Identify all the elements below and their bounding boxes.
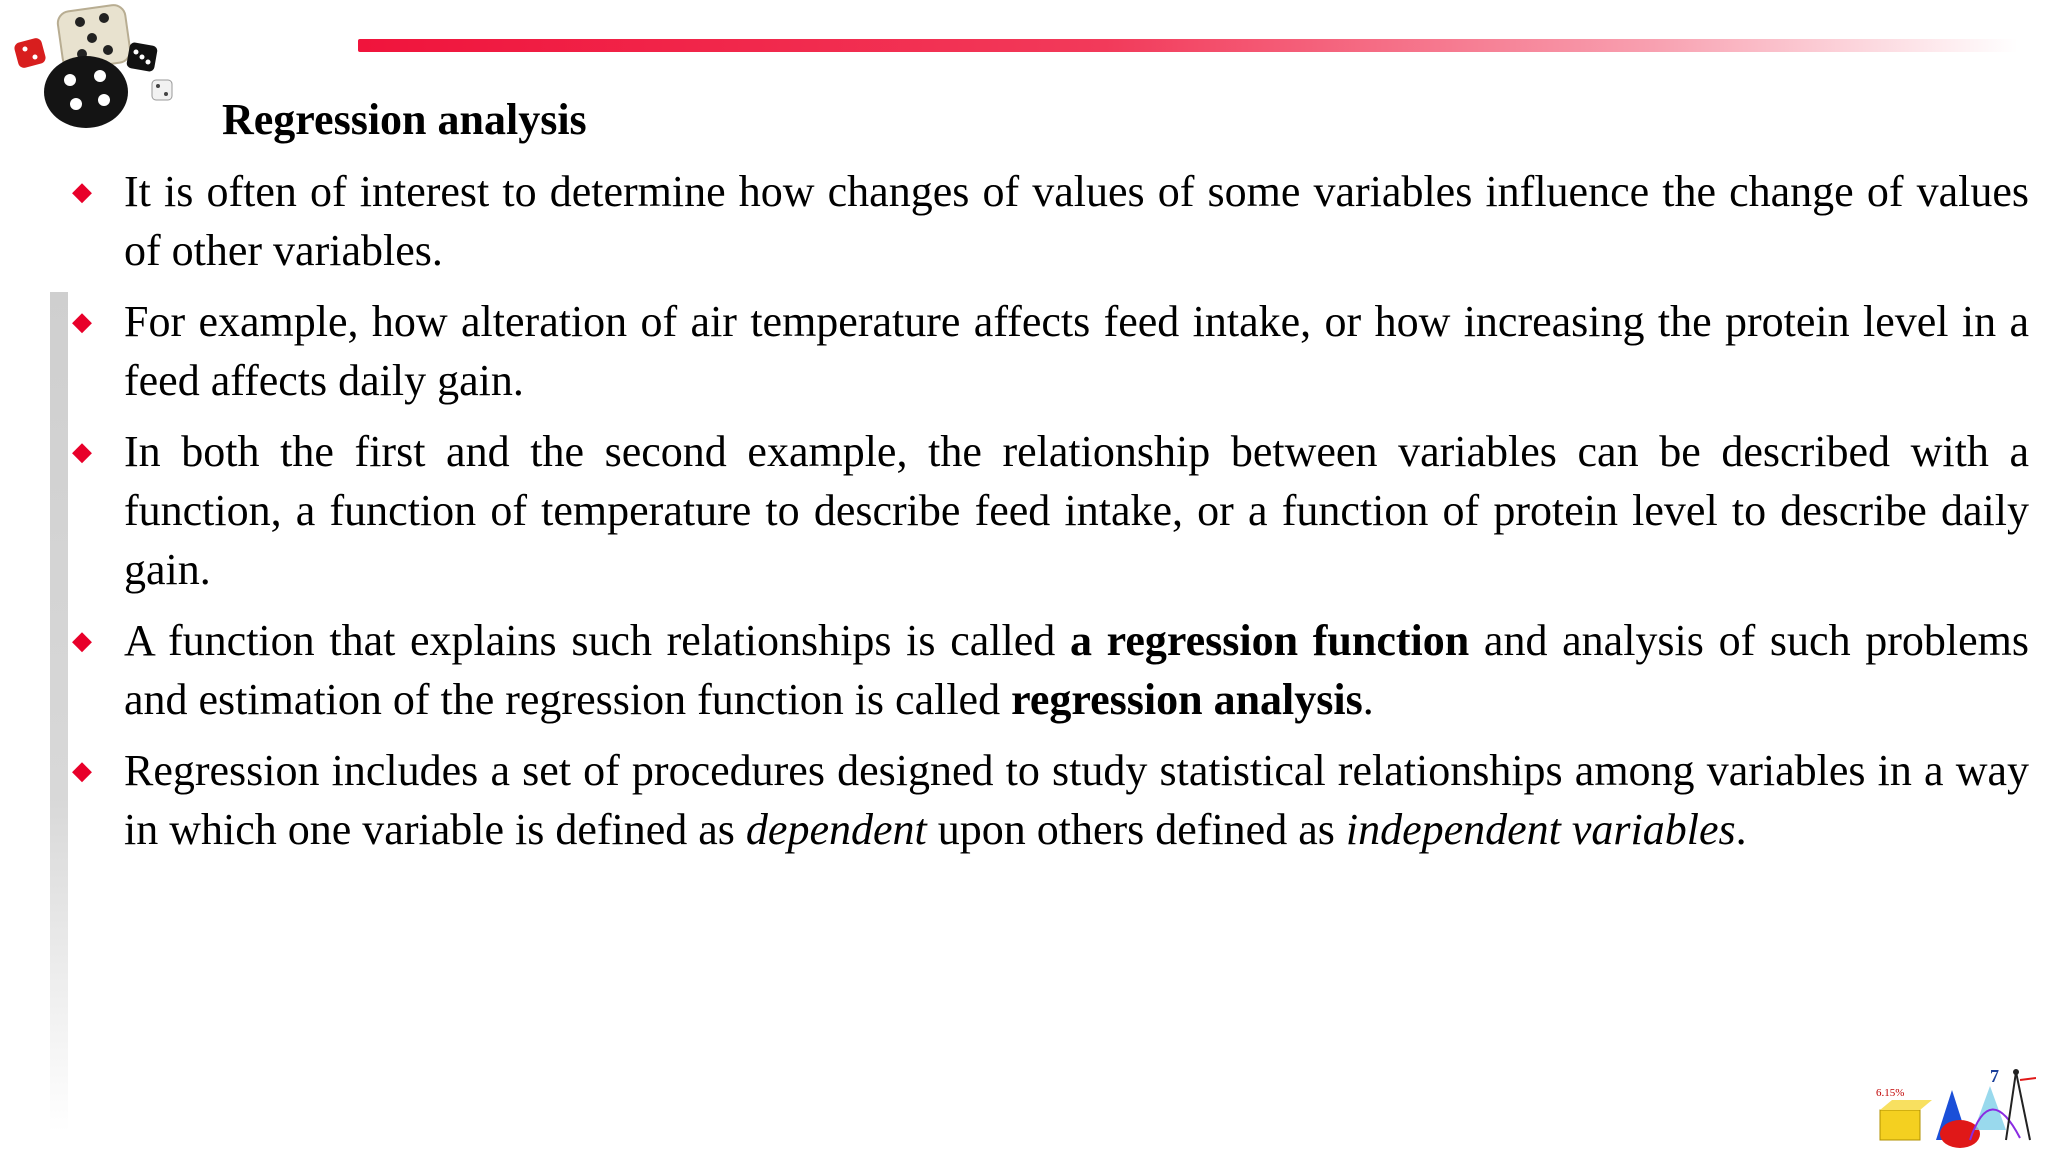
bullet-text: In both the first and the second example, the relationship between variables can be described with a function, a function of temperature to describe feed intake, or a function of protein level to describe daily gain. [124,427,2029,594]
bullet-text: . [1362,675,1374,724]
italic-term: dependent [745,805,927,854]
bullet-text: . [1735,805,1747,854]
bullet-diamond-icon: ◆ [72,626,92,655]
logo-percent-text: 6.15% [1876,1087,1905,1099]
slide-title: Regression analysis [222,95,587,144]
bullet-text: It is often of interest to determine how changes of values of some variables influence the change of values of other variables. [124,167,2029,275]
bullet-diamond-icon: ◆ [72,437,92,466]
bullet-text: For example, how alteration of air temperature affects feed intake, or how increasing the protein level in a feed affects daily gain. [124,297,2029,405]
bold-term: a regression function [1069,616,1470,665]
bullet-text: Regression includes a set of procedures designed to study statistical relationships among variables in a way in which one variable is defined as [124,746,2029,854]
italic-term: independent variables [1345,805,1736,854]
title-accent-bar [358,39,2018,52]
bullet-diamond-icon: ◆ [72,177,92,206]
side-accent-bar [50,292,68,1132]
bullet-item [72,292,2029,410]
bullet-diamond-icon: ◆ [72,307,92,336]
dice-icon [8,0,178,130]
bullet-item [72,611,2029,729]
bullet-diamond-icon: ◆ [72,756,92,785]
logo-number-text: 7 [1990,1066,1999,1086]
bullet-item [72,162,2029,280]
bullet-item [72,422,2029,599]
bold-term: regression analysis [1011,675,1363,724]
math-shapes-icon [1870,1060,2036,1152]
bullet-text: upon others defined as [926,805,1346,854]
bullet-item [72,741,2029,859]
bullet-text: and analysis of such problems and estimation of the regression function is called [124,616,2029,724]
bullet-text: A function that explains such relationships is called [124,616,1070,665]
